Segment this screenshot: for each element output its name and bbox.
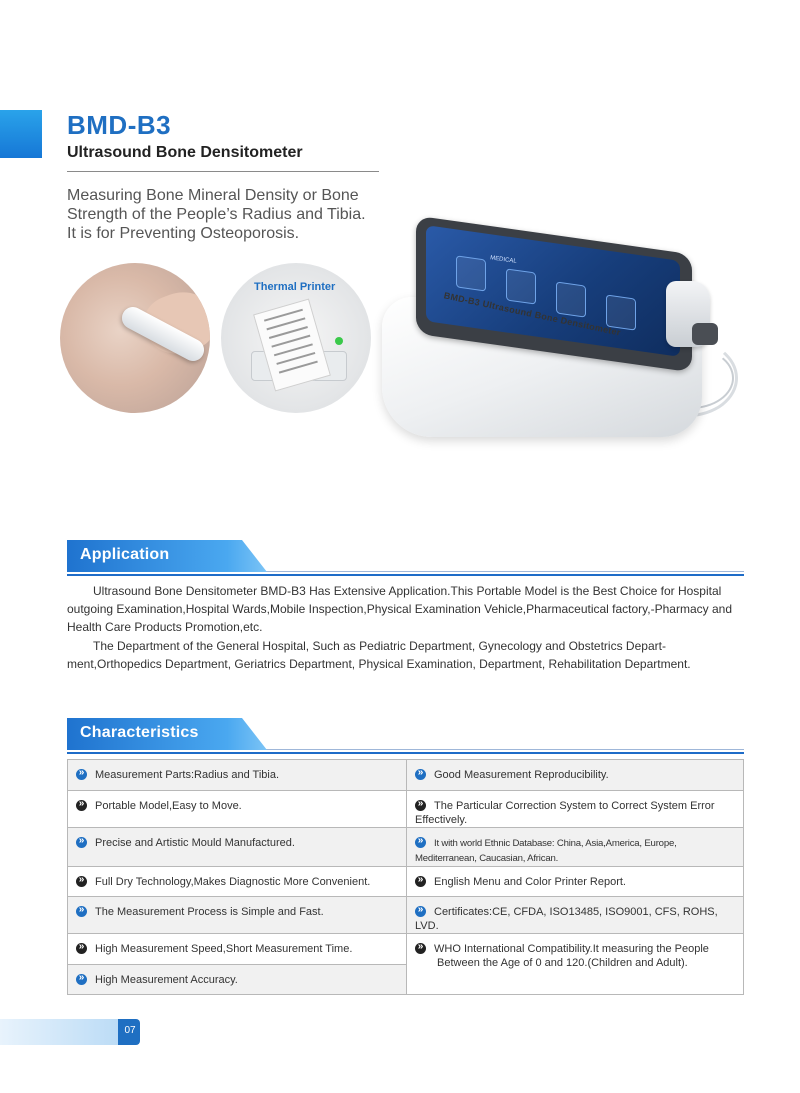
characteristics-heading: Characteristics: [80, 724, 199, 741]
bullet-icon: [76, 837, 87, 848]
bullet-icon: [415, 837, 426, 848]
char-left-5: The Measurement Process is Simple and Fast.: [95, 906, 324, 918]
page-number: 07: [124, 1025, 136, 1036]
title-divider: [67, 171, 379, 172]
title-accent-bar: [0, 110, 42, 158]
bullet-icon: [415, 943, 426, 954]
screen-tile-icon: [506, 268, 536, 304]
bullet-icon: [415, 906, 426, 917]
bullet-icon: [76, 876, 87, 887]
bullet-icon: [415, 769, 426, 780]
bullet-icon: [76, 906, 87, 917]
leg-measurement-photo: [60, 263, 210, 413]
char-left-4: Full Dry Technology,Makes Diagnostic More Convenient.: [95, 875, 371, 888]
application-header: [67, 540, 744, 576]
char-right-6: WHO International Compatibility.It measuring the People Between the Age of 0 and 120.(Children and Adult).: [434, 943, 709, 969]
char-right-2: The Particular Correction System to Correct System Error Effectively.: [415, 799, 715, 826]
bullet-icon: [76, 974, 87, 985]
tagline-line-1: Measuring Bone Mineral Density or Bone: [67, 187, 359, 204]
table-row: [68, 866, 744, 897]
char-right-3: It with world Ethnic Database: China, Asia,America, Europe, Mediterranean, Caucasian, African.: [415, 837, 677, 864]
tagline-line-2: Strength of the People’s Radius and Tibia.: [67, 206, 366, 223]
screen-tile-icon: [556, 281, 586, 317]
table-row: [68, 827, 744, 866]
char-left-2: Portable Model,Easy to Move.: [95, 799, 242, 812]
tagline-line-3: It is for Preventing Osteoporosis.: [67, 225, 300, 242]
device-print-label: BMD-B3 Ultrasound Bone Densitometer: [442, 290, 622, 338]
char-left-6: High Measurement Speed,Short Measurement Time.: [95, 943, 353, 955]
bullet-icon: [415, 876, 426, 887]
device-screen-title: MEDICAL: [489, 255, 517, 265]
printer-led-icon: [335, 337, 343, 345]
char-left-1: Measurement Parts:Radius and Tibia.: [95, 769, 280, 781]
char-right-1: Good Measurement Reproducibility.: [434, 769, 609, 781]
product-title: BMD-B3: [67, 110, 172, 140]
char-right-4: English Menu and Color Printer Report.: [434, 875, 626, 888]
probe-head: [692, 323, 718, 345]
product-subtitle: Ultrasound Bone Densitometer: [67, 144, 303, 161]
table-row: [68, 790, 744, 827]
char-right-5: Certificates:CE, CFDA, ISO13485, ISO9001, CFS, ROHS, LVD.: [415, 906, 718, 932]
bullet-icon: [76, 769, 87, 780]
table-row: [68, 934, 744, 965]
bullet-icon: [76, 943, 87, 954]
screen-tile-icon: [456, 255, 486, 291]
characteristics-table: [67, 759, 744, 995]
bullet-icon: [415, 800, 426, 811]
tagline: [67, 186, 407, 243]
characteristics-header: [67, 718, 744, 754]
thermal-printer-label: Thermal Printer: [254, 281, 336, 293]
application-text: [67, 582, 744, 673]
char-left-7: High Measurement Accuracy.: [95, 973, 238, 986]
application-paragraph-2: The Department of the General Hospital, Such as Pediatric Department, Gynecology and Obstetrics Depart-ment,Orthopedics Department, Geriatrics Department, Physical Examination, Department, Rehabilitation Department.: [67, 638, 691, 671]
bullet-icon: [76, 800, 87, 811]
char-left-3: Precise and Artistic Mould Manufactured.: [95, 836, 295, 849]
device-photo: [380, 235, 750, 435]
application-heading: Application: [80, 546, 170, 563]
table-row: [68, 897, 744, 934]
table-row: [68, 760, 744, 791]
application-paragraph-1: Ultrasound Bone Densitometer BMD-B3 Has Extensive Application.This Portable Model is the Best Choice for Hospital outgoing Examination,Hospital Wards,Mobile Inspection,Physical Examination Vehicle,Pharmaceutical factory,-Pharmacy and Health Care Products Promotion,etc.: [67, 584, 732, 635]
page-number-strip: [0, 1019, 118, 1045]
